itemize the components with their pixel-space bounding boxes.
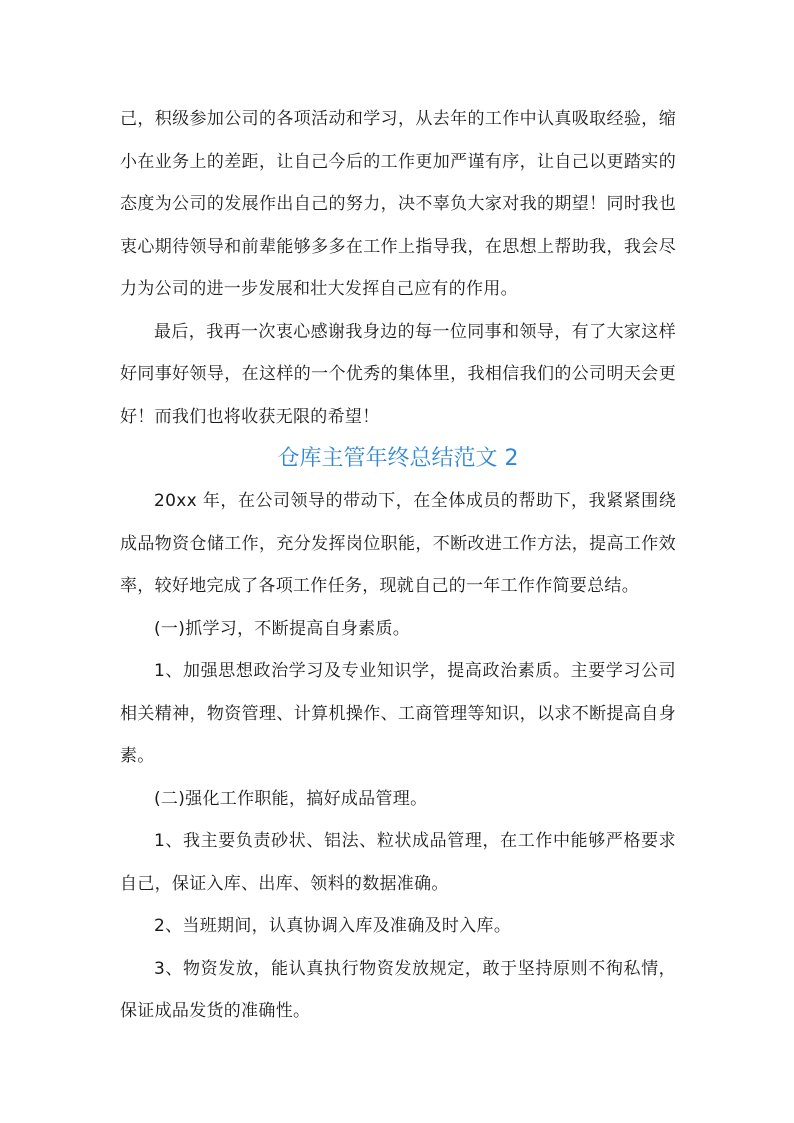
section-title: 仓库主管年终总结范文 2 [277, 446, 519, 471]
body-paragraph-5: 1、我主要负责砂状、铝法、粒状成品管理，在工作中能够严格要求自己，保证入库、出库、领料的数据准确。 [120, 831, 676, 894]
document-page [120, 98, 676, 1033]
body-paragraph-6: 2、当班期间，认真协调入库及准确及时入库。 [154, 916, 512, 936]
intro-paragraph-2: 最后，我再一次衷心感谢我身边的每一位同事和领导，有了大家这样好同事好领导，在这样的一个优秀的集体里，我相信我们的公司明天会更好！而我们也将收获无限的希望！ [120, 321, 676, 427]
body-paragraph-3: 1、加强思想政治学习及专业知识学，提高政治素质。主要学习公司相关精神，物资管理、计算机操作、工商管理等知识，以求不断提高自身素。 [120, 661, 676, 766]
intro-paragraph-1: 己，积级参加公司的各项活动和学习，从去年的工作中认真吸取经验，缩小在业务上的差距，让自己今后的工作更加严谨有序，让自己以更踏实的态度为公司的发展作出自己的努力，决不辜负大家对我的期望！同时我也衷心期待领导和前辈能够多多在工作上指导我，在思想上帮助我，我会尽力为公司的进一步发展和壮大发挥自己应有的作用。 [120, 109, 676, 299]
body-paragraph-4: (二)强化工作职能，搞好成品管理。 [154, 788, 428, 809]
body-paragraph-7: 3、物资发放，能认真执行物资发放规定，敢于坚持原则不徇私情，保证成品发货的准确性。 [120, 958, 676, 1021]
body-paragraph-2: (一)抓学习，不断提高自身素质。 [154, 618, 411, 639]
body-paragraph-1: 20xx 年，在公司领导的带动下，在全体成员的帮助下，我紧紧围绕成品物资仓储工作，充分发挥岗位职能，不断改进工作方法，提高工作效率，较好地完成了各项工作任务，现就自己的一年工作作简要总结。 [120, 491, 676, 596]
